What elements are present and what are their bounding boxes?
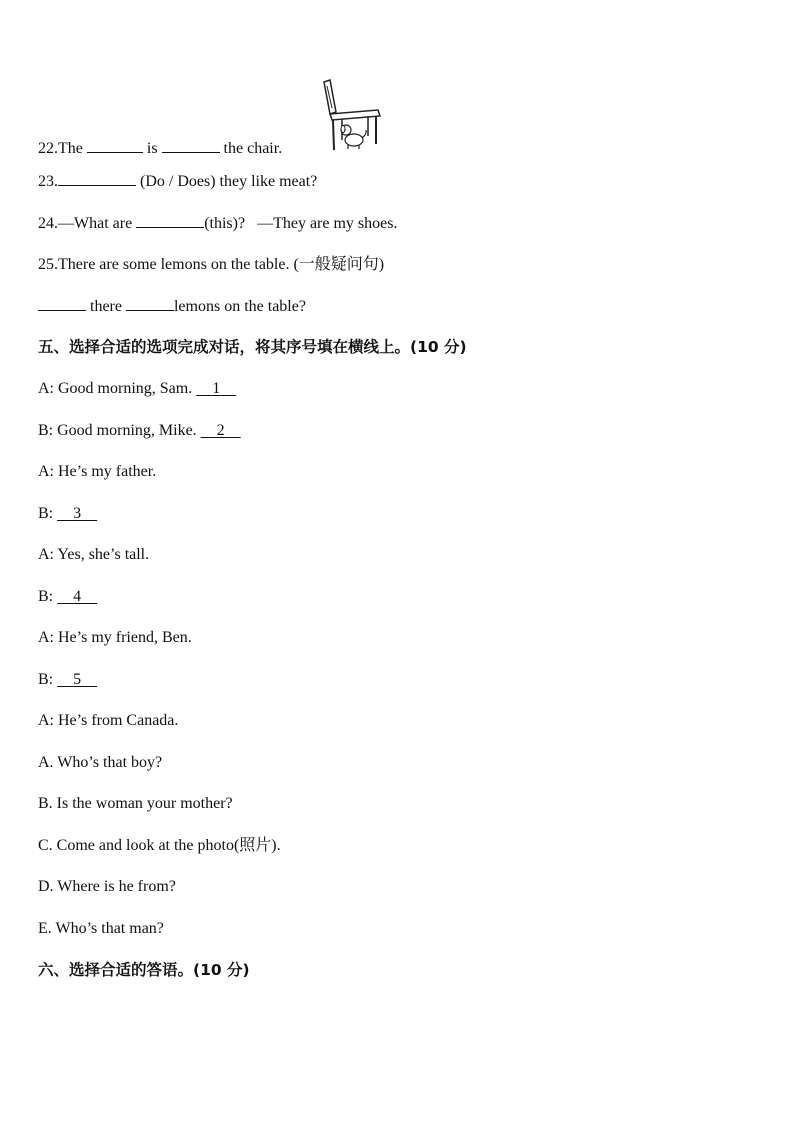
dialogue-line: [38, 504, 97, 524]
question-text: there: [90, 298, 122, 315]
dialogue-line: [38, 670, 97, 690]
speaker-label: A:: [38, 463, 54, 480]
question-25: [38, 255, 384, 275]
speaker-label: A:: [38, 629, 54, 646]
question-text: the chair.: [223, 140, 283, 157]
question-text: (Do / Does) they like meat?: [140, 173, 318, 190]
question-number: 23.: [38, 173, 58, 190]
question-23: [38, 171, 317, 192]
answer-blank[interactable]: [136, 213, 204, 228]
answer-blank[interactable]: [126, 296, 174, 311]
dialogue-text: He’s my friend, Ben.: [58, 629, 192, 646]
question-text: is: [146, 140, 158, 157]
speaker-label: A:: [38, 546, 54, 563]
answer-blank[interactable]: [58, 171, 136, 186]
question-text: —What are: [58, 215, 133, 232]
question-22: [38, 138, 282, 159]
question-number: 25.: [38, 256, 58, 273]
option-c: C. Come and look at the photo(照片).: [38, 837, 281, 854]
speaker-label: A:: [38, 380, 54, 397]
question-number: 24.: [38, 215, 58, 232]
dialogue-text: Good morning, Mike.: [57, 422, 197, 439]
dialogue-line: [38, 462, 156, 482]
answer-blank[interactable]: [38, 296, 86, 311]
question-text: —They are my shoes.: [257, 215, 398, 232]
dialogue-line: [38, 711, 178, 731]
answer-blank[interactable]: 2: [216, 422, 225, 439]
question-text: (this)?: [204, 215, 246, 232]
speaker-label: B:: [38, 505, 54, 522]
question-number: 22.: [38, 140, 58, 157]
section-5-heading: 五、选择合适的选项完成对话，将其序号填在横线上。(10 分): [38, 338, 467, 356]
option-b: B. Is the woman your mother?: [38, 795, 233, 812]
speaker-label: A:: [38, 712, 54, 729]
speaker-label: B:: [38, 671, 54, 688]
question-24: [38, 213, 397, 234]
dialogue-line: [38, 628, 192, 648]
dialogue-text: Yes, she’s tall.: [57, 546, 150, 563]
dialogue-text: He’s my father.: [58, 463, 157, 480]
dialogue-line: [38, 421, 241, 441]
dialogue-line: [38, 587, 97, 607]
option-d: D. Where is he from?: [38, 878, 176, 895]
option-e: E. Who’s that man?: [38, 920, 164, 937]
option-a: A. Who’s that boy?: [38, 754, 163, 771]
dialogue-line: [38, 545, 149, 565]
dialogue-line: [38, 379, 236, 399]
question-text: The: [58, 140, 83, 157]
dialogue-text: Good morning, Sam.: [58, 380, 193, 397]
answer-blank[interactable]: 5: [73, 671, 82, 688]
question-25-line2: [38, 296, 306, 317]
question-text: There are some lemons on the table. (一般疑问句): [58, 256, 385, 273]
answer-blank[interactable]: 3: [73, 505, 82, 522]
chair-dog-illustration: [318, 78, 384, 154]
dialogue-text: He’s from Canada.: [58, 712, 179, 729]
speaker-label: B:: [38, 588, 54, 605]
question-text: lemons on the table?: [173, 298, 306, 315]
answer-blank[interactable]: [87, 138, 143, 153]
speaker-label: B:: [38, 422, 54, 439]
answer-blank[interactable]: 1: [212, 380, 221, 397]
section-6-heading: 六、选择合适的答语。(10 分): [38, 961, 250, 979]
answer-blank[interactable]: [162, 138, 220, 153]
answer-blank[interactable]: 4: [73, 588, 82, 605]
